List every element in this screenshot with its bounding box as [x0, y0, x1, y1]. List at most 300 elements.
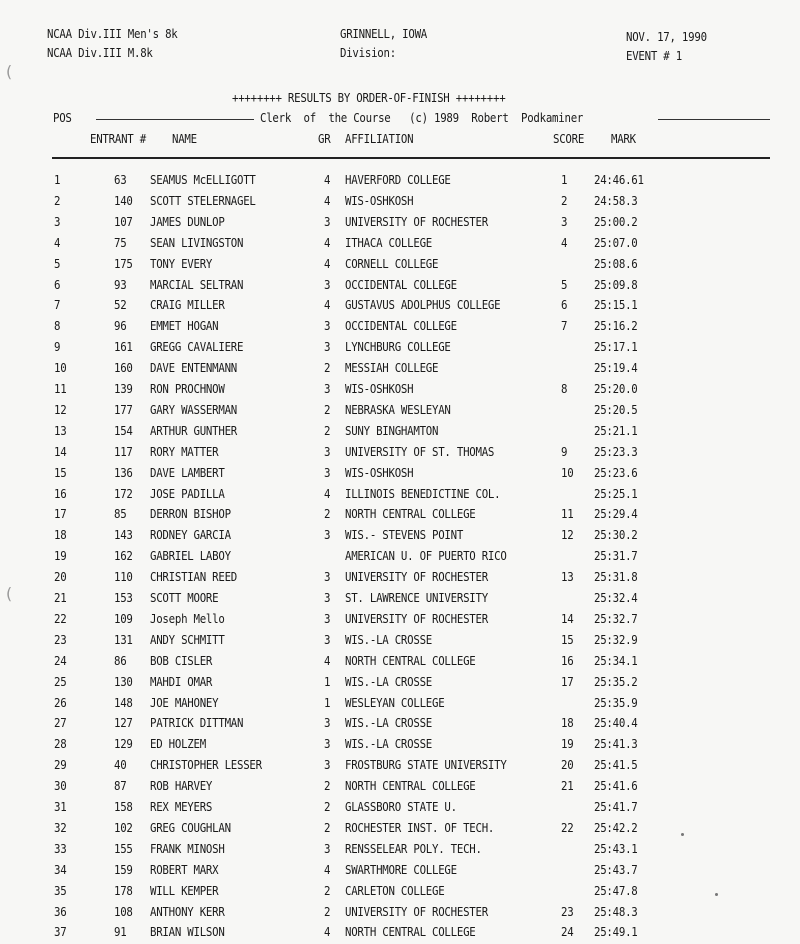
- affiliation: NORTH CENTRAL COLLEGE: [345, 506, 476, 522]
- team-score: 21: [561, 778, 574, 794]
- runner-name: SCOTT MOORE: [150, 590, 219, 605]
- event-number: EVENT # 1: [626, 48, 682, 63]
- grade: 4: [324, 485, 331, 501]
- finish-time: 25:41.7: [594, 799, 638, 814]
- grade: 3: [324, 736, 331, 752]
- affiliation: RENSSELEAR POLY. TECH.: [345, 840, 482, 856]
- finish-position: 20: [54, 569, 67, 585]
- grade: 2: [324, 778, 331, 794]
- entrant-number: 87: [114, 778, 127, 794]
- table-row: [0, 590, 800, 610]
- team-score: 11: [561, 506, 574, 522]
- finish-position: 16: [54, 485, 67, 501]
- finish-position: 37: [54, 924, 67, 940]
- runner-name: Joseph Mello: [150, 610, 225, 626]
- affiliation: NORTH CENTRAL COLLEGE: [345, 924, 476, 940]
- table-row: [0, 256, 800, 276]
- team-score: 12: [561, 527, 574, 543]
- affiliation: UNIVERSITY OF ROCHESTER: [345, 569, 488, 585]
- grade: 2: [324, 819, 331, 835]
- affiliation: CORNELL COLLEGE: [345, 255, 439, 271]
- finish-position: 22: [54, 610, 67, 626]
- finish-time: 25:34.1: [594, 652, 638, 668]
- runner-name: GABRIEL LABOY: [150, 548, 231, 564]
- finish-position: 28: [54, 736, 67, 752]
- runner-name: DAVE ENTENMANN: [150, 360, 238, 376]
- column-affiliation: AFFILIATION: [345, 131, 414, 146]
- clerk-credit: Clerk of the Course (c) 1989 Robert Podkaminer: [260, 110, 584, 125]
- table-row: [0, 778, 800, 798]
- runner-name: WILL KEMPER: [150, 882, 219, 898]
- finish-position: 26: [54, 694, 67, 710]
- table-row: [0, 235, 800, 255]
- team-score: 5: [561, 276, 568, 292]
- table-row: [0, 444, 800, 464]
- runner-name: SCOTT STELERNAGEL: [150, 192, 256, 208]
- runner-name: PATRICK DITTMAN: [150, 715, 244, 731]
- table-row: [0, 799, 800, 819]
- entrant-number: 109: [114, 610, 133, 626]
- finish-position: 19: [54, 548, 67, 564]
- finish-time: 25:00.2: [594, 213, 638, 229]
- finish-time: 25:23.3: [594, 443, 638, 459]
- scan-speck: [681, 833, 684, 836]
- finish-position: 18: [54, 527, 67, 543]
- column-name: NAME: [172, 131, 197, 146]
- affiliation: WESLEYAN COLLEGE: [345, 694, 445, 710]
- finish-position: 5: [54, 255, 61, 271]
- entrant-number: 139: [114, 381, 133, 396]
- finish-position: 21: [54, 590, 67, 605]
- team-score: 23: [561, 903, 574, 919]
- affiliation: WIS.-LA CROSSE: [345, 631, 433, 647]
- table-row: [0, 360, 800, 380]
- finish-time: 25:21.1: [594, 422, 638, 438]
- table-row: [0, 506, 800, 526]
- table-row: [0, 193, 800, 213]
- grade: 4: [324, 172, 331, 187]
- finish-time: 25:31.8: [594, 569, 638, 585]
- table-row: [0, 862, 800, 882]
- entrant-number: 52: [114, 297, 127, 313]
- finish-position: 6: [54, 276, 61, 292]
- grade: 3: [324, 569, 331, 585]
- table-row: [0, 548, 800, 568]
- finish-position: 27: [54, 715, 67, 731]
- table-row: [0, 611, 800, 631]
- table-row: [0, 297, 800, 317]
- header-dash-right: [658, 119, 770, 120]
- grade: 2: [324, 422, 331, 438]
- affiliation: MESSIAH COLLEGE: [345, 360, 439, 376]
- finish-position: 3: [54, 213, 61, 229]
- finish-time: 25:23.6: [594, 464, 638, 480]
- finish-position: 24: [54, 652, 67, 668]
- runner-name: SEAMUS McELLIGOTT: [150, 172, 256, 187]
- team-score: 6: [561, 297, 568, 313]
- runner-name: MAHDI OMAR: [150, 673, 213, 689]
- runner-name: ARTHUR GUNTHER: [150, 422, 238, 438]
- header-dash-left: [96, 119, 254, 120]
- finish-position: 30: [54, 778, 67, 794]
- affiliation: OCCIDENTAL COLLEGE: [345, 318, 457, 334]
- finish-time: 25:47.8: [594, 882, 638, 898]
- grade: 3: [324, 631, 331, 647]
- grade: 2: [324, 882, 331, 898]
- grade: 2: [324, 799, 331, 814]
- finish-time: 25:35.9: [594, 694, 638, 710]
- team-score: 17: [561, 673, 574, 689]
- affiliation: UNIVERSITY OF ROCHESTER: [345, 903, 488, 919]
- finish-time: 25:29.4: [594, 506, 638, 522]
- finish-position: 34: [54, 861, 67, 877]
- finish-time: 25:41.6: [594, 778, 638, 794]
- table-row: [0, 214, 800, 234]
- table-row: [0, 465, 800, 485]
- finish-position: 32: [54, 819, 67, 835]
- finish-time: 25:40.4: [594, 715, 638, 731]
- grade: 3: [324, 276, 331, 292]
- finish-time: 25:43.1: [594, 840, 638, 856]
- grade: 3: [324, 213, 331, 229]
- finish-position: 36: [54, 903, 67, 919]
- entrant-number: 159: [114, 861, 133, 877]
- finish-time: 25:17.1: [594, 339, 638, 355]
- runner-name: FRANK MINOSH: [150, 840, 225, 856]
- finish-time: 25:32.9: [594, 631, 638, 647]
- column-pos: POS: [53, 110, 72, 125]
- team-score: 16: [561, 652, 574, 668]
- runner-name: GREGG CAVALIERE: [150, 339, 244, 355]
- team-score: 14: [561, 610, 574, 626]
- finish-time: 25:31.7: [594, 548, 638, 564]
- finish-position: 14: [54, 443, 67, 459]
- scan-edge-mark: (: [4, 584, 14, 603]
- affiliation: ITHACA COLLEGE: [345, 234, 433, 250]
- finish-position: 23: [54, 631, 67, 647]
- grade: 2: [324, 360, 331, 376]
- entrant-number: 108: [114, 903, 133, 919]
- table-row: [0, 653, 800, 673]
- finish-time: 25:48.3: [594, 903, 638, 919]
- affiliation: WIS-OSHKOSH: [345, 464, 414, 480]
- grade: 3: [324, 590, 331, 605]
- table-row: [0, 277, 800, 297]
- table-row: [0, 695, 800, 715]
- header-rule: [52, 157, 770, 159]
- team-score: 10: [561, 464, 574, 480]
- runner-name: ROB HARVEY: [150, 778, 213, 794]
- entrant-number: 161: [114, 339, 133, 355]
- finish-time: 25:07.0: [594, 234, 638, 250]
- affiliation: CARLETON COLLEGE: [345, 882, 445, 898]
- affiliation: WIS.-LA CROSSE: [345, 736, 433, 752]
- affiliation: ROCHESTER INST. OF TECH.: [345, 819, 495, 835]
- grade: 4: [324, 924, 331, 940]
- entrant-number: 177: [114, 401, 133, 417]
- entrant-number: 148: [114, 694, 133, 710]
- affiliation: ILLINOIS BENEDICTINE COL.: [345, 485, 501, 501]
- entrant-number: 172: [114, 485, 133, 501]
- scan-edge-mark: (: [4, 62, 14, 81]
- finish-time: 25:25.1: [594, 485, 638, 501]
- entrant-number: 96: [114, 318, 127, 334]
- grade: 3: [324, 715, 331, 731]
- entrant-number: 40: [114, 757, 127, 773]
- team-score: 8: [561, 381, 568, 396]
- entrant-number: 143: [114, 527, 133, 543]
- affiliation: NORTH CENTRAL COLLEGE: [345, 778, 476, 794]
- entrant-number: 102: [114, 819, 133, 835]
- table-row: [0, 715, 800, 735]
- grade: 3: [324, 610, 331, 626]
- table-row: [0, 632, 800, 652]
- finish-time: 25:16.2: [594, 318, 638, 334]
- grade: 1: [324, 673, 331, 689]
- entrant-number: 155: [114, 840, 133, 856]
- meet-title-line1: NCAA Div.III Men's 8k: [47, 26, 178, 41]
- finish-position: 8: [54, 318, 61, 334]
- finish-time: 25:32.4: [594, 590, 638, 605]
- entrant-number: 129: [114, 736, 133, 752]
- grade: 4: [324, 652, 331, 668]
- entrant-number: 86: [114, 652, 127, 668]
- finish-time: 25:15.1: [594, 297, 638, 313]
- table-row: [0, 423, 800, 443]
- runner-name: EMMET HOGAN: [150, 318, 219, 334]
- grade: 3: [324, 339, 331, 355]
- table-row: [0, 381, 800, 401]
- affiliation: UNIVERSITY OF ROCHESTER: [345, 610, 488, 626]
- entrant-number: 117: [114, 443, 133, 459]
- entrant-number: 136: [114, 464, 133, 480]
- team-score: 22: [561, 819, 574, 835]
- finish-position: 2: [54, 192, 61, 208]
- finish-position: 7: [54, 297, 61, 313]
- grade: 3: [324, 443, 331, 459]
- table-row: [0, 527, 800, 547]
- affiliation: GLASSBORO STATE U.: [345, 799, 457, 814]
- affiliation: SWARTHMORE COLLEGE: [345, 861, 457, 877]
- entrant-number: 162: [114, 548, 133, 564]
- team-score: 24: [561, 924, 574, 940]
- finish-time: 25:32.7: [594, 610, 638, 626]
- table-row: [0, 486, 800, 506]
- affiliation: NEBRASKA WESLEYAN: [345, 401, 451, 417]
- finish-position: 11: [54, 381, 67, 396]
- column-entrant: ENTRANT #: [90, 131, 146, 146]
- finish-position: 33: [54, 840, 67, 856]
- affiliation: OCCIDENTAL COLLEGE: [345, 276, 457, 292]
- entrant-number: 107: [114, 213, 133, 229]
- finish-time: 25:49.1: [594, 924, 638, 940]
- table-row: [0, 883, 800, 903]
- entrant-number: 175: [114, 255, 133, 271]
- finish-time: 25:35.2: [594, 673, 638, 689]
- affiliation: LYNCHBURG COLLEGE: [345, 339, 451, 355]
- finish-position: 17: [54, 506, 67, 522]
- table-row: [0, 318, 800, 338]
- team-score: 18: [561, 715, 574, 731]
- entrant-number: 63: [114, 172, 127, 187]
- finish-position: 12: [54, 401, 67, 417]
- meet-location: GRINNELL, IOWA: [340, 26, 428, 41]
- finish-position: 35: [54, 882, 67, 898]
- grade: 4: [324, 255, 331, 271]
- finish-time: 25:30.2: [594, 527, 638, 543]
- entrant-number: 91: [114, 924, 127, 940]
- entrant-number: 140: [114, 192, 133, 208]
- finish-position: 13: [54, 422, 67, 438]
- finish-time: 25:20.5: [594, 401, 638, 417]
- grade: 4: [324, 861, 331, 877]
- affiliation: UNIVERSITY OF ROCHESTER: [345, 213, 488, 229]
- finish-position: 10: [54, 360, 67, 376]
- results-banner: ++++++++ RESULTS BY ORDER-OF-FINISH ++++++++: [232, 90, 506, 105]
- finish-position: 29: [54, 757, 67, 773]
- runner-name: GARY WASSERMAN: [150, 401, 238, 417]
- runner-name: RON PROCHNOW: [150, 381, 225, 396]
- grade: 3: [324, 757, 331, 773]
- grade: 3: [324, 464, 331, 480]
- grade: 3: [324, 318, 331, 334]
- finish-time: 25:42.2: [594, 819, 638, 835]
- runner-name: GREG COUGHLAN: [150, 819, 231, 835]
- table-row: [0, 820, 800, 840]
- entrant-number: 110: [114, 569, 133, 585]
- entrant-number: 178: [114, 882, 133, 898]
- runner-name: MARCIAL SELTRAN: [150, 276, 244, 292]
- team-score: 1: [561, 172, 568, 187]
- affiliation: UNIVERSITY OF ST. THOMAS: [345, 443, 495, 459]
- entrant-number: 154: [114, 422, 133, 438]
- grade: 4: [324, 234, 331, 250]
- scan-speck: [715, 893, 718, 896]
- table-row: [0, 757, 800, 777]
- table-row: [0, 736, 800, 756]
- table-row: [0, 904, 800, 924]
- runner-name: TONY EVERY: [150, 255, 213, 271]
- team-score: 7: [561, 318, 568, 334]
- finish-time: 25:43.7: [594, 861, 638, 877]
- team-score: 19: [561, 736, 574, 752]
- runner-name: ROBERT MARX: [150, 861, 219, 877]
- runner-name: ANDY SCHMITT: [150, 631, 225, 647]
- table-row: [0, 339, 800, 359]
- grade: 4: [324, 192, 331, 208]
- team-score: 20: [561, 757, 574, 773]
- affiliation: WIS.- STEVENS POINT: [345, 527, 464, 543]
- grade: 3: [324, 381, 331, 396]
- finish-position: 4: [54, 234, 61, 250]
- grade: 2: [324, 401, 331, 417]
- table-row: [0, 569, 800, 589]
- runner-name: ANTHONY KERR: [150, 903, 225, 919]
- entrant-number: 131: [114, 631, 133, 647]
- affiliation: WIS.-LA CROSSE: [345, 715, 433, 731]
- finish-position: 9: [54, 339, 61, 355]
- finish-time: 25:08.6: [594, 255, 638, 271]
- finish-time: 24:46.61: [594, 172, 644, 187]
- grade: 4: [324, 297, 331, 313]
- runner-name: JOE MAHONEY: [150, 694, 219, 710]
- column-mark: MARK: [611, 131, 636, 146]
- entrant-number: 85: [114, 506, 127, 522]
- entrant-number: 160: [114, 360, 133, 376]
- affiliation: WIS-OSHKOSH: [345, 192, 414, 208]
- finish-time: 24:58.3: [594, 192, 638, 208]
- affiliation: ST. LAWRENCE UNIVERSITY: [345, 590, 488, 605]
- runner-name: RORY MATTER: [150, 443, 219, 459]
- finish-time: 25:19.4: [594, 360, 638, 376]
- team-score: 2: [561, 192, 568, 208]
- team-score: 13: [561, 569, 574, 585]
- runner-name: BRIAN WILSON: [150, 924, 225, 940]
- team-score: 3: [561, 213, 568, 229]
- entrant-number: 153: [114, 590, 133, 605]
- table-row: [0, 172, 800, 192]
- affiliation: HAVERFORD COLLEGE: [345, 172, 451, 187]
- affiliation: SUNY BINGHAMTON: [345, 422, 439, 438]
- table-row: [0, 841, 800, 861]
- runner-name: DERRON BISHOP: [150, 506, 231, 522]
- team-score: 4: [561, 234, 568, 250]
- runner-name: REX MEYERS: [150, 799, 213, 814]
- finish-time: 25:20.0: [594, 381, 638, 396]
- affiliation: WIS.-LA CROSSE: [345, 673, 433, 689]
- runner-name: JAMES DUNLOP: [150, 213, 225, 229]
- runner-name: CHRISTOPHER LESSER: [150, 757, 262, 773]
- meet-title-line2: NCAA Div.III M.8k: [47, 45, 153, 60]
- affiliation: AMERICAN U. OF PUERTO RICO: [345, 548, 507, 564]
- column-grade: GR: [318, 131, 331, 146]
- finish-time: 25:41.5: [594, 757, 638, 773]
- runner-name: SEAN LIVINGSTON: [150, 234, 244, 250]
- grade: 2: [324, 506, 331, 522]
- affiliation: FROSTBURG STATE UNIVERSITY: [345, 757, 507, 773]
- division-label: Division:: [340, 45, 396, 60]
- entrant-number: 127: [114, 715, 133, 731]
- finish-position: 1: [54, 172, 61, 187]
- grade: 3: [324, 527, 331, 543]
- runner-name: DAVE LAMBERT: [150, 464, 225, 480]
- finish-position: 25: [54, 673, 67, 689]
- affiliation: GUSTAVUS ADOLPHUS COLLEGE: [345, 297, 501, 313]
- grade: 3: [324, 840, 331, 856]
- column-score: SCORE: [553, 131, 585, 146]
- finish-time: 25:09.8: [594, 276, 638, 292]
- team-score: 9: [561, 443, 568, 459]
- entrant-number: 130: [114, 673, 133, 689]
- runner-name: CRAIG MILLER: [150, 297, 225, 313]
- grade: 1: [324, 694, 331, 710]
- finish-position: 31: [54, 799, 67, 814]
- finish-position: 15: [54, 464, 67, 480]
- runner-name: CHRISTIAN REED: [150, 569, 238, 585]
- runner-name: ED HOLZEM: [150, 736, 206, 752]
- table-row: [0, 402, 800, 422]
- team-score: 15: [561, 631, 574, 647]
- meet-date: NOV. 17, 1990: [626, 29, 707, 44]
- entrant-number: 93: [114, 276, 127, 292]
- table-row: [0, 924, 800, 944]
- runner-name: JOSE PADILLA: [150, 485, 225, 501]
- table-row: [0, 674, 800, 694]
- runner-name: BOB CISLER: [150, 652, 213, 668]
- runner-name: RODNEY GARCIA: [150, 527, 231, 543]
- entrant-number: 158: [114, 799, 133, 814]
- finish-time: 25:41.3: [594, 736, 638, 752]
